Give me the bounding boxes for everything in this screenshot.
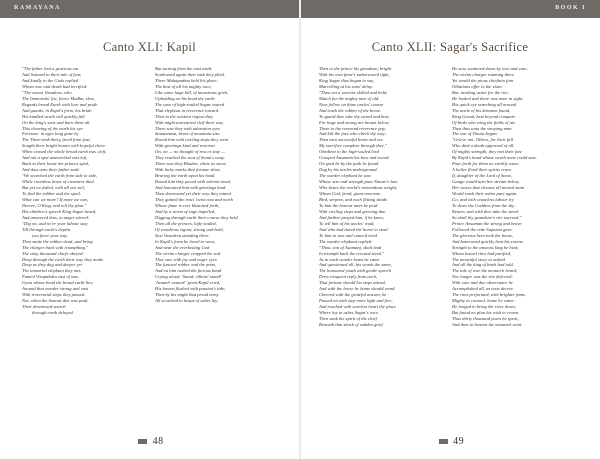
verse-line: My sacrifice complete through thee." bbox=[319, 143, 387, 149]
right-column-2 bbox=[452, 66, 573, 328]
verse-line: Pour forth for them no earthly wave, bbox=[452, 161, 520, 167]
left-column-1 bbox=[22, 66, 143, 316]
verse-line: The victim charger cropped the sod. bbox=[155, 250, 222, 256]
verse-line: Like some huge hill, of monstrous girth, bbox=[155, 89, 229, 95]
verse-line: And who had dared the horse to steal. bbox=[319, 226, 389, 232]
verse-line: "Dig on, and ne'er your labour stay bbox=[22, 220, 88, 226]
verse-line: He longed to bring the river down, bbox=[452, 304, 516, 310]
verse-line: Prince Ansuman the strong and brave bbox=[452, 220, 522, 226]
verse-line: To tell him of his uncles' road, bbox=[319, 220, 375, 226]
left-page-number bbox=[0, 436, 299, 447]
folio-ornament-icon bbox=[439, 439, 448, 444]
verse-line: The glorious hero took the horse, bbox=[452, 232, 514, 238]
verse-line: All scorched to heaps of ashes lay. bbox=[155, 298, 219, 304]
verse-line: Round him they paced with solemn tread, bbox=[155, 179, 231, 185]
verse-line: And honoured him with greetings kind. bbox=[155, 185, 227, 191]
verse-line: Back to their home the princes sped, bbox=[22, 161, 89, 167]
verse-line: With lucky marks that fortune show, bbox=[155, 167, 221, 173]
verse-line: And thus unto their father said: bbox=[22, 167, 80, 173]
verse-line: To him in war and council tried bbox=[319, 232, 378, 238]
verse-line: And homeward quickly bent his course. bbox=[452, 238, 525, 244]
verse-line: And all the king of birds had told. bbox=[452, 262, 514, 268]
verse-line: They saw with joy and eager eyes bbox=[155, 256, 217, 262]
verse-line: "The father lent a gracious ear bbox=[22, 66, 79, 71]
verse-line: Then in the western region they bbox=[155, 113, 213, 119]
verse-line: The warder elephant he saw bbox=[319, 173, 371, 179]
verse-line: In triumph back the rescued steed." bbox=[319, 250, 385, 256]
verse-line: That elephant in reverence toward. bbox=[155, 107, 220, 113]
verse-line: And listened to their tale of fear, bbox=[22, 71, 82, 77]
verse-line: "Thou art a warrior skilled and bold, bbox=[319, 89, 388, 95]
verse-line: Match for the mighty men of old. bbox=[319, 95, 380, 101]
verse-line: Passed on with step more light and free, bbox=[319, 298, 393, 304]
verse-line: His quick eye searching all around bbox=[452, 101, 517, 107]
verse-line: There saw they Bhadra, white as snow, bbox=[155, 161, 227, 167]
verse-line: The immortal elephant they met, bbox=[22, 268, 82, 274]
right-column-1 bbox=[319, 66, 440, 328]
right-page-number bbox=[300, 436, 600, 447]
verse-line: The honoured youth with gentle speech bbox=[319, 268, 391, 274]
verse-line: Where lay in ashes Sagar's race. bbox=[319, 310, 380, 316]
verse-line: Deep as they dug and deeper yet bbox=[22, 262, 82, 268]
verse-line: The uncle of his kinsmen found, bbox=[452, 107, 511, 113]
verse-line: Nor, when the honour due was paid, bbox=[22, 298, 89, 304]
verse-line: A holier flood their spirits crave. bbox=[452, 167, 513, 173]
verse-line: Who died a death approved of all. bbox=[452, 143, 515, 149]
verse-line: Round him with circling steps they went bbox=[155, 137, 229, 143]
verse-line: There to the reverend reverence pay, bbox=[319, 125, 386, 131]
verse-line: you force your way. bbox=[32, 232, 69, 238]
verse-line: "Grieve not. Others, for their fall bbox=[452, 137, 514, 143]
verse-line: The tale of woe the monarch heard, bbox=[452, 268, 518, 274]
verse-line: The mournful story to unfold bbox=[452, 256, 505, 262]
verse-line: Then sank the spirit of the chief bbox=[319, 316, 377, 322]
verse-line: But turning from the east aside bbox=[155, 66, 212, 71]
verse-line: So shall thy grandsire's rite succeed." bbox=[452, 214, 522, 220]
verse-line: Then thus unto the weeping man bbox=[452, 125, 512, 131]
verse-line: The son of Vinata began: bbox=[452, 131, 499, 137]
verse-line: Nor longer was the rite deferred: bbox=[452, 274, 513, 280]
verse-line: The Immortals' foe, fierce Madhu, slew, bbox=[22, 95, 95, 101]
verse-line: His kindled wrath will quickly fall bbox=[22, 113, 85, 119]
verse-line: Return, and with thee take the steed: bbox=[452, 208, 520, 214]
verse-line: And guards, in Kapil's form, his bride. bbox=[22, 107, 93, 113]
book-gutter bbox=[299, 0, 301, 459]
verse-line: 'Avaunt! avaunt!' great Kapil cried, bbox=[155, 280, 221, 286]
verse-line: With reverential steps they passed. bbox=[22, 292, 86, 298]
verse-line: Then by his might that proud army bbox=[155, 292, 219, 298]
verse-line: And reached with careless heart the place bbox=[319, 304, 396, 310]
verse-line: Now follow on thine uncles' course bbox=[319, 101, 384, 107]
verse-line: Saumanasa, beast of mountain size. bbox=[155, 131, 221, 137]
verse-line: And answered thus, to anger stirred: bbox=[22, 214, 90, 220]
verse-line: And with the horse he home should wend. bbox=[319, 286, 396, 292]
left-column-2 bbox=[155, 66, 276, 304]
verse-line: And further prayed him, if he knew, bbox=[319, 214, 384, 220]
verse-line: Her waves that cleanse all mortal stain bbox=[452, 185, 525, 191]
right-page-number-text: 49 bbox=[453, 436, 465, 447]
verse-line: The warder elephant replied: bbox=[319, 238, 373, 244]
verse-line: With might unwearied cleft their way. bbox=[155, 119, 224, 125]
verse-line: Grasped Ansumán his bow and sword. bbox=[319, 155, 390, 161]
verse-line: Deep through the earth their way they made. bbox=[22, 256, 105, 262]
verse-line: They reached the seat of Soma's sway. bbox=[155, 155, 226, 161]
verse-line: Bird, serpent, and each flitting shade. bbox=[319, 196, 389, 202]
verse-line: The rites performed, with brighter fame, bbox=[452, 292, 527, 298]
verse-line: When ceased the whole broad earth was cleft, bbox=[22, 149, 107, 155]
verse-line: Of birds who wing the fields of air. bbox=[452, 119, 516, 125]
verse-line: Bearing the earth upon his head. bbox=[155, 173, 216, 179]
verse-line: His bosom flushed with passion's tide; bbox=[155, 286, 226, 292]
verse-line: And kill the foes who check thy way; bbox=[319, 131, 386, 137]
verse-line: King Garud, best beyond compare bbox=[452, 113, 516, 119]
verse-line: With care and due observance he bbox=[452, 280, 513, 286]
verse-line: Whose size and strength pass Nature's law, bbox=[319, 179, 398, 185]
left-running-head: RAMAYANA bbox=[14, 5, 61, 11]
verse-line: Obedient to the high-souled lord bbox=[319, 149, 379, 155]
verse-line: Drew eloquent reply from each, bbox=[319, 274, 378, 280]
verse-line: And then to heaven the monarch went. bbox=[452, 321, 523, 327]
verse-line: through earth delayed. bbox=[32, 310, 74, 316]
right-running-head: BOOK I bbox=[555, 5, 586, 11]
verse-line: But yet we failed, with all our toil, bbox=[22, 185, 85, 191]
verse-line: With his own fame's unborrowed light, bbox=[319, 71, 390, 77]
verse-line: And kindly to the Gods replied bbox=[22, 77, 79, 83]
verse-line: Famed Virupaksha vast of size, bbox=[22, 274, 80, 280]
verse-line: Marvelling at his sons' delay: bbox=[319, 83, 374, 89]
verse-line: By Kapil's hand whose wrath none could sate. bbox=[452, 155, 537, 161]
verse-line: The best of all his mighty race, bbox=[155, 83, 212, 89]
verse-line: Beneath that shock of sudden grief. bbox=[319, 321, 384, 327]
verse-line: His children's speech King Sagar heard, bbox=[22, 208, 97, 214]
verse-line: "Thou, son of Asamanj, shalt lead bbox=[319, 244, 382, 250]
verse-line: The fancied robber and the prize, bbox=[155, 262, 217, 268]
verse-line: If, daughter of the Lord of Snow, bbox=[452, 173, 512, 179]
verse-line: The victim charger roaming there. bbox=[452, 71, 515, 77]
verse-line: Yet would the pious chieftain fain bbox=[452, 77, 514, 83]
verse-line: With greetings kind and reverent. bbox=[155, 143, 216, 149]
verse-line: Upholding on his head the earth. bbox=[155, 95, 216, 101]
verse-line: There Mahapadma held his place, bbox=[155, 77, 218, 83]
verse-line: Upon whose head the broad earth lies: bbox=[22, 280, 94, 286]
verse-line: Crying aloud, 'Stand, villain! stand!' bbox=[155, 274, 223, 280]
verse-line: On, on — no thought of rest or stay — bbox=[155, 149, 226, 155]
verse-line: The sixty thousand chiefs obeyed: bbox=[22, 250, 84, 256]
verse-line: Decree, O King, and tell thy plan." bbox=[22, 202, 87, 208]
verse-line: Then to the prince his grandson, bright bbox=[319, 66, 392, 71]
verse-line: On sped he by the path he found bbox=[319, 161, 379, 167]
verse-line: Whom God, fiend, giant venerate, bbox=[319, 191, 382, 197]
verse-line: To find the robber and the spoil. bbox=[22, 191, 81, 197]
verse-line: This cleaving of the earth his eye bbox=[22, 125, 83, 131]
verse-line: They gained the tract 'twixt east and north bbox=[155, 196, 233, 202]
verse-line: The charger back with triumphing." bbox=[22, 244, 88, 250]
verse-line: Accomplished all, as texts decree. bbox=[452, 286, 515, 292]
folio-ornament-icon bbox=[138, 439, 147, 444]
verse-line: Go, and with ceaseless labour try bbox=[452, 196, 514, 202]
verse-line: Saw Vasudeva standing there bbox=[155, 232, 209, 238]
verse-line: Thus thirty thousand years he spent, bbox=[452, 316, 519, 322]
right-canto-title: Canto XLII: Sagar's Sacrifice bbox=[371, 40, 529, 54]
verse-line: Their downward search bbox=[22, 304, 66, 310]
verse-line: On the king's sons and burn them all. bbox=[22, 119, 91, 125]
verse-line: He saw, scattered down by woe and care, bbox=[452, 66, 528, 71]
verse-line: Digging through earth their course they held. bbox=[155, 214, 239, 220]
verse-line: And near the everlasting God bbox=[155, 244, 210, 250]
verse-line: King Sagar thus began to say, bbox=[319, 77, 375, 83]
verse-line: Of mighty strength, they met their fate bbox=[452, 149, 522, 155]
verse-line: To him the honour meet he paid bbox=[319, 202, 378, 208]
verse-line: While countless hosts of creatures died. bbox=[22, 179, 95, 185]
verse-line: Southward again their task they plied. bbox=[155, 71, 226, 77]
verse-line: To draw the Goddess from the sky. bbox=[452, 202, 516, 208]
verse-line: Cheered with the grateful answer, he bbox=[319, 292, 387, 298]
verse-line: And track the robber of the horse. bbox=[319, 107, 382, 113]
verse-line: Then smite the robber dead, and bring bbox=[22, 238, 93, 244]
verse-line: "The wisest Vasudeva, who bbox=[22, 89, 72, 95]
verse-line: He looked and there was none in sight. bbox=[452, 95, 524, 101]
verse-line: What can we more? If more we can, bbox=[22, 196, 88, 202]
verse-line: The Three-and-thirty, freed from fear, bbox=[22, 137, 91, 143]
verse-line: Then turn successful home and see bbox=[319, 137, 383, 143]
verse-line: Followed the rede Suparna gave. bbox=[452, 226, 513, 232]
verse-line: Who bears the world's tremendous weight, bbox=[319, 185, 398, 191]
verse-line: Sought their bright homes with hopeful cheer. bbox=[22, 143, 106, 149]
left-canto-title: Canto XLI: Kapil bbox=[103, 40, 196, 54]
verse-line: The sons of high-souled Sagar roared bbox=[155, 101, 225, 107]
verse-line: There saw they with adoration eyes bbox=[155, 125, 221, 131]
verse-line: But, needing water for the rite, bbox=[452, 89, 509, 95]
verse-line: Around that wonder strong and vast bbox=[22, 286, 89, 292]
verse-line: But found no plan his wish to crown. bbox=[452, 310, 520, 316]
left-page-number-text: 48 bbox=[152, 436, 164, 447]
verse-line: Then all the princes, lofty-souled, bbox=[155, 220, 217, 226]
verse-line: Would wash their ashes pure again. bbox=[452, 191, 518, 197]
verse-line: Whose fame is ever blazoned forth, bbox=[155, 202, 220, 208]
right-page bbox=[300, 0, 600, 459]
verse-line: And not a spot unsearched was left, bbox=[22, 155, 88, 161]
verse-line: Straight to the anxious king he hied, bbox=[452, 244, 519, 250]
verse-line: Oblations offer to the slain: bbox=[452, 83, 504, 89]
verse-line: That fortune should his steps attend, bbox=[319, 280, 386, 286]
verse-line: Whom woe and death had terrified: bbox=[22, 83, 88, 89]
verse-line: With circling steps and greeting due, bbox=[319, 208, 387, 214]
verse-line: Mighty in counsel, home he came. bbox=[452, 298, 515, 304]
verse-line: As to each warder beast he came bbox=[319, 256, 380, 262]
verse-line: Whom lustral rites had purified, bbox=[452, 250, 512, 256]
verse-line: Regards broad Earth with love and pride bbox=[22, 101, 98, 107]
verse-line: And on him rushed the furious band bbox=[155, 268, 222, 274]
verse-line: In Kapil's form he loved to wear, bbox=[155, 238, 216, 244]
verse-line: "We searched the earth from side to side, bbox=[22, 173, 98, 179]
verse-line: Of wondrous vigour, strong and bold, bbox=[155, 226, 224, 232]
verse-line: Till through earth's depths bbox=[22, 226, 71, 232]
verse-line: And questioned all, his words the same, bbox=[319, 262, 392, 268]
verse-line: For huge and strong are beasts below. bbox=[319, 119, 390, 125]
verse-line: Dug by his uncles underground. bbox=[319, 167, 378, 173]
verse-line: To guard thee take thy sword and bow, bbox=[319, 113, 390, 119]
verse-line: Ganga would turn her stream below, bbox=[452, 179, 520, 185]
verse-line: And by a storm of rage impelled, bbox=[155, 208, 216, 214]
verse-line: Foresaw: in ages long gone by bbox=[22, 131, 79, 137]
verse-line: Then downward yet their way they mined. bbox=[155, 191, 232, 197]
